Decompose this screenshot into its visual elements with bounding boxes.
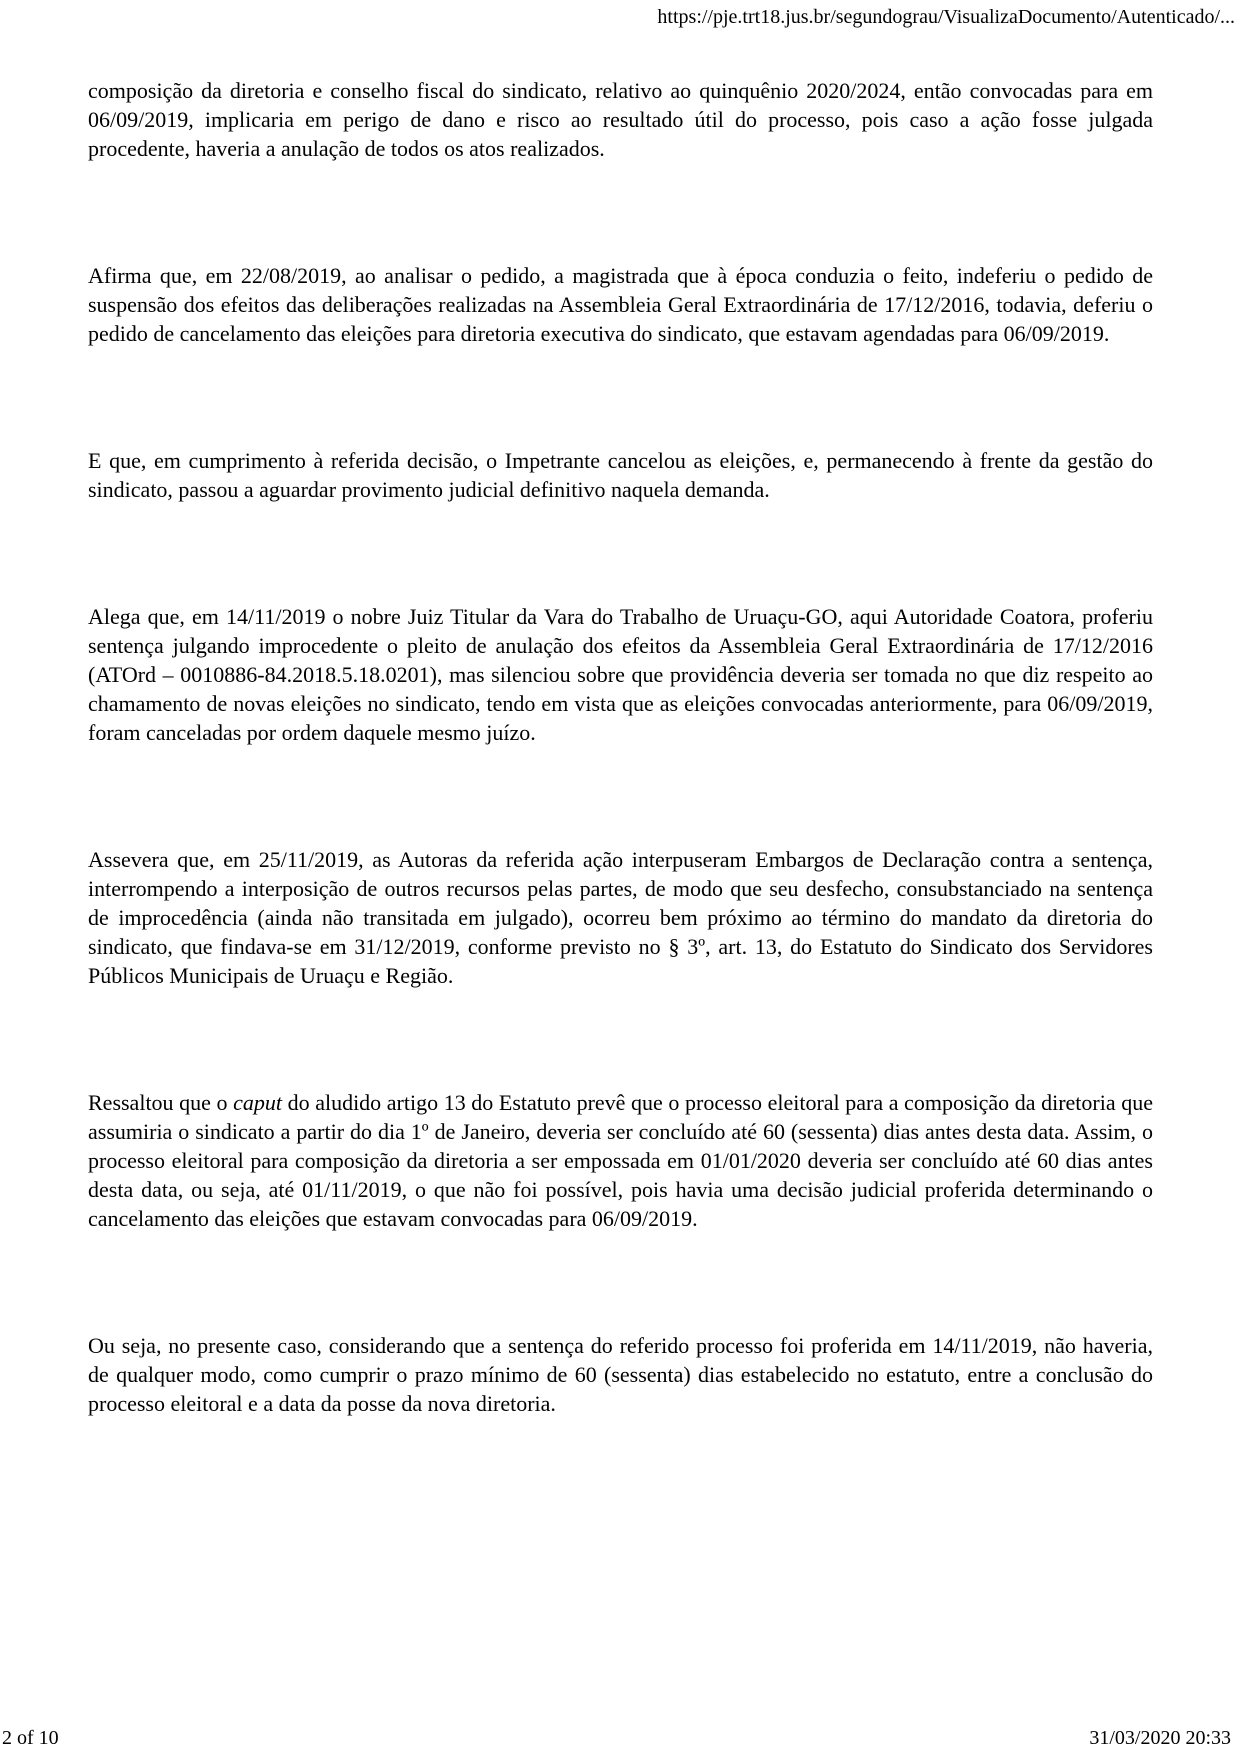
paragraph-4: Alega que, em 14/11/2019 o nobre Juiz Titular da Vara do Trabalho de Uruaçu-GO, aqui Autoridade Coatora, proferiu sentença julgando improcedente o pleito de anulação dos efeitos da Assembleia Geral Extraordinária de 17/12/2016 (ATOrd – 0010886-84.2018.5.18.0201), mas silenciou sobre que providência deveria ser tomada no que diz respeito ao chamamento de novas eleições no sindicato, tendo em vista que as eleições convocadas anteriormente, para 06/09/2019, foram canceladas por ordem daquele mesmo juízo. [88,604,1153,745]
paragraph-gap [88,990,1153,1088]
paragraph-3: E que, em cumprimento à referida decisão, o Impetrante cancelou as eleições, e, permanecendo à frente da gestão do sindicato, passou a aguardar provimento judicial definitivo naquela demanda. [88,448,1153,502]
print-timestamp: 31/03/2020 20:33 [1089,1727,1231,1749]
caput-italic: caput [233,1090,282,1115]
paragraph-2: Afirma que, em 22/08/2019, ao analisar o pedido, a magistrada que à época conduzia o feito, indeferiu o pedido de suspensão dos efeitos das deliberações realizadas na Assembleia Geral Extraordinária de 17/12/2016, todavia, deferiu o pedido de cancelamento das eleições para diretoria executiva do sindicato, que estavam agendadas para 06/09/2019. [88,263,1153,346]
header-url: https://pje.trt18.jus.br/segundograu/VisualizaDocumento/Autenticado/... [657,6,1235,28]
page-indicator: 2 of 10 [2,1727,59,1749]
paragraph-gap [88,163,1153,261]
paragraph-1: composição da diretoria e conselho fiscal do sindicato, relativo ao quinquênio 2020/2024, então convocadas para em 06/09/2019, implicaria em perigo de dano e risco ao resultado útil do processo, pois caso a ação fosse julgada procedente, haveria a anulação de todos os atos realizados. [88,78,1153,161]
paragraph-5: Assevera que, em 25/11/2019, as Autoras da referida ação interpuseram Embargos de Declaração contra a sentença, interrompendo a interposição de outros recursos pelas partes, de modo que seu desfecho, consubstanciado na sentença de improcedência (ainda não transitada em julgado), ocorreu bem próximo ao término do mandato da diretoria do sindicato, que findava-se em 31/12/2019, conforme previsto no § 3º, art. 13, do Estatuto do Sindicato dos Servidores Públicos Municipais de Uruaçu e Região. [88,847,1153,988]
paragraph-gap [88,348,1153,446]
paragraph-6-before: Ressaltou que o [88,1090,234,1115]
paragraph-6 [88,1088,1153,1233]
paragraph-gap [88,504,1153,602]
paragraph-6-after: do aludido artigo 13 do Estatuto prevê que o processo eleitoral para a composição da diretoria que assumiria o sindicato a partir do dia 1º de Janeiro, deveria ser concluído até 60 (sessenta) dias antes desta data. Assim, o processo eleitoral para composição da diretoria a ser empossada em 01/01/2020 deveria ser concluído até 60 dias antes desta data, ou seja, até 01/11/2019, o que não foi possível, pois havia uma decisão judicial proferida determinando o cancelamento das eleições que estavam convocadas para 06/09/2019. [88,1090,1153,1231]
document-body [88,76,1153,1418]
paragraph-gap [88,1233,1153,1331]
paragraph-7: Ou seja, no presente caso, considerando que a sentença do referido processo foi proferida em 14/11/2019, não haveria, de qualquer modo, como cumprir o prazo mínimo de 60 (sessenta) dias estabelecido no estatuto, entre a conclusão do processo eleitoral e a data da posse da nova diretoria. [88,1333,1153,1416]
paragraph-gap [88,747,1153,845]
